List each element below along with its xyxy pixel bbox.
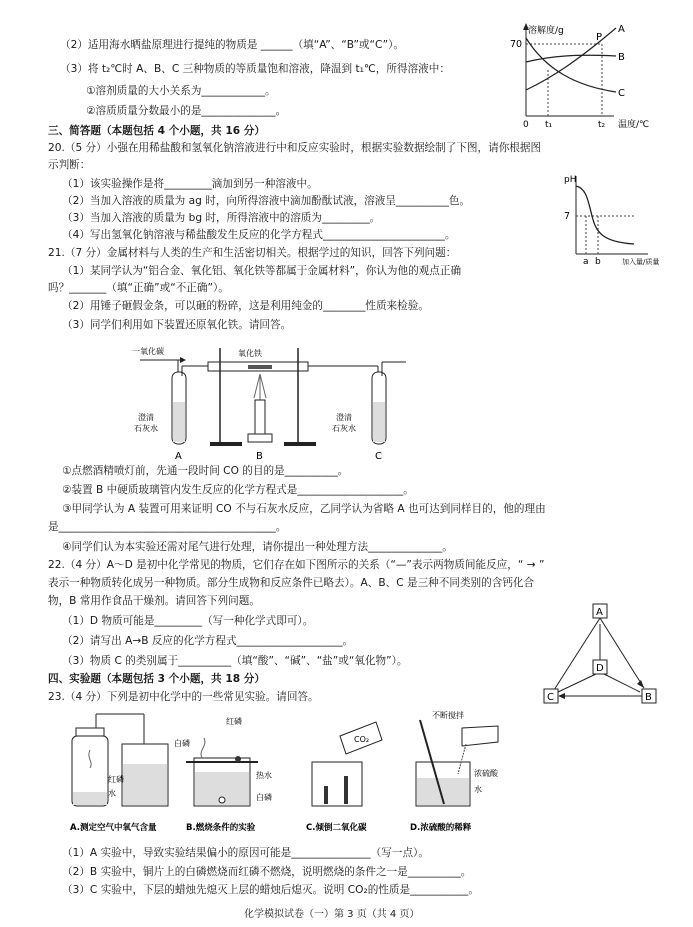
q21-3-4: ④同学们认为本实验还需对尾气进行处理，请你提出一种处理方法______________。 [62, 541, 453, 553]
x-tick-t2: t₂ [598, 120, 606, 130]
ph-xlabel: 加入量/质量 [622, 258, 660, 266]
d-water: 水 [474, 785, 482, 794]
lower-candle [324, 786, 328, 804]
limewater-label-c2: 石灰水 [332, 424, 356, 433]
q20-2: （2）当加入溶液的质量为 ag 时，向所得溶液中滴加酚酞试液，溶液呈__________色。 [62, 195, 471, 207]
q23-1: （1）A 实验中，导致实验结果偏小的原因可能是_______________（写一点）。 [62, 847, 429, 859]
x-tick-0: 0 [523, 120, 529, 130]
x-tick-t1: t₁ [545, 120, 553, 130]
underwater-phosphorus-dot [219, 797, 225, 803]
b-hot-water: 热水 [256, 771, 272, 780]
burner-base [248, 434, 272, 442]
ph-chart [556, 170, 688, 270]
limewater-label-a2: 石灰水 [134, 424, 158, 433]
q21-3-3: ③甲同学认为 A 装置可用来证明 CO 不与石灰水反应，乙同学认为省略 A 也可达到同样目的，他的理由 [62, 503, 546, 515]
q23-stem: 23.（4 分）下列是初中化学中的一些常见实验。请回答。 [48, 691, 319, 703]
section-title-4: 四、实验题（本题包括 3 个小题，共 18 分） [48, 673, 265, 685]
node-b-label: B [645, 692, 652, 703]
page-footer: 化学模拟试卷（一）第 3 页（共 4 页） [244, 909, 420, 920]
ph-tick-7: 7 [564, 211, 571, 222]
node-a-label: A [596, 607, 603, 618]
co-label: 一氧化碳 [132, 347, 164, 356]
q22-3: （3）物质 C 的类别属于__________（填“酸”、“碱”、“盐”或“氧化物”）。 [62, 655, 408, 667]
q22-stem-3: 物，B 常用作食品干燥剂。请回答下列问题。 [48, 595, 260, 607]
q19-line-2: （2）适用海水晒盐原理进行提纯的物质是 ______（填“A”、“B”或“C”）。 [60, 39, 404, 51]
a-red-phosphorus: 红磷 [108, 775, 124, 784]
q20-stem: 20.（5 分）小强在用稀盐酸和氢氧化钠溶液进行中和反应实验时，根据实验数据绘制了下图，请你根据图 [48, 142, 542, 154]
q19-sub-1: ①溶剂质量的大小关系为____________。 [86, 85, 276, 97]
iron-oxide-sample [248, 365, 272, 369]
q19-line-3: （3）将 t₂℃时 A、B、C 三种物质的等质量饱和溶液，降温到 t₁℃，所得溶液中： [60, 63, 450, 75]
experiment-a [72, 714, 168, 806]
b-white-phosphorus: 白磷 [174, 739, 190, 748]
edge-a-c [554, 618, 600, 690]
q22-1: （1）D 物质可能是_________（写一种化学式即可）。 [62, 615, 314, 627]
curve-a-label: A [618, 24, 625, 35]
inlet-arrow-icon [180, 357, 186, 363]
q20-3: （3）当加入溶液的质量为 bg 时，所得溶液中的溶质为_________。 [62, 212, 381, 224]
caption-c: C.倾倒二氧化碳 [306, 823, 367, 833]
c-co2: CO₂ [354, 735, 370, 744]
edge-d-c [558, 674, 596, 692]
ph-ylabel: pH [564, 175, 577, 185]
beaker-c [312, 762, 362, 806]
q21-1-cont: 吗？_______（填“正确”或“不正确”）。 [48, 282, 229, 294]
fe2o3-label: 氧化铁 [238, 349, 262, 358]
beaker-a-water [123, 764, 167, 805]
q19-sub-2: ②溶质质量分数最小的是______________。 [86, 105, 287, 117]
q21-2: （2）用锤子砸假金条，可以砸的粉碎，这是利用纯金的________性质来检验。 [62, 300, 429, 312]
label-b: B [256, 451, 263, 462]
q22-2: （2）请写出 A→B 反应的化学方程式____________________。 [62, 635, 354, 647]
stand-base-left [210, 442, 242, 446]
limewater-c [373, 402, 385, 442]
upper-candle [344, 776, 348, 804]
d-stir: 不断搅拌 [432, 711, 464, 720]
ph-curve [576, 186, 634, 244]
q20-1: （1）该实验操作是将_________滴加到另一种溶液中。 [62, 178, 318, 190]
y-tick-70: 70 [510, 39, 523, 50]
co-reduction-apparatus [120, 338, 420, 462]
b-underwater-white-phosphorus: 白磷 [256, 793, 272, 802]
caption-d: D.浓硫酸的稀释 [410, 823, 472, 833]
flame [254, 374, 266, 400]
q21-1: （1）某同学认为“铝合金、氧化铝、氧化铁等都属于金属材料”，你认为他的观点正确 [62, 265, 462, 277]
q22-stem-2: 表示一种物质转化成另一种物质。部分生成物和反应条件已略去）。A、B、C 是三种不同类别的含钙化合 [48, 577, 535, 589]
solubility-chart [506, 20, 686, 134]
section-title-3: 三、简答题（本题包括 4 个小题，共 16 分） [48, 125, 265, 137]
limewater-a [173, 402, 185, 442]
q21-3-3-cont: 是_________________________________________。 [48, 521, 287, 533]
experiment-b [174, 716, 272, 806]
limewater-label-c1: 澄清 [336, 413, 352, 422]
chart-xlabel: 温度/℃ [618, 120, 650, 130]
q23-2: （2）B 实验中，铜片上的白磷燃烧而红磷不燃烧，说明燃烧的条件之一是__________。 [62, 866, 472, 878]
edge-d-b [604, 674, 640, 692]
q21-stem: 21.（7 分）金属材料与人类的生产和生活密切相关。根据学过的知识，回答下列问题： [48, 247, 457, 259]
arrow-a-b-icon [637, 680, 644, 688]
q21-3-1: ①点燃酒精喷灯前，先通一段时间 CO 的目的是__________。 [62, 465, 349, 477]
edge-a-b [600, 618, 644, 688]
b-red-phosphorus: 红磷 [226, 717, 242, 726]
acid-bottle [462, 726, 498, 746]
node-c-label: C [547, 692, 554, 703]
experiment-c [312, 722, 382, 806]
alcohol-blowtorch [255, 400, 265, 434]
red-phosphorus-dot [235, 756, 241, 762]
curve-c-label: C [618, 88, 625, 99]
limewater-label-a1: 澄清 [138, 413, 154, 422]
caption-a: A.测定空气中氧气含量 [70, 823, 157, 833]
ph-tick-b: b [595, 257, 601, 267]
label-a: A [175, 451, 182, 462]
q20-stem-2: 示判断： [48, 159, 91, 171]
arrow-b-c-icon [558, 693, 565, 699]
label-c: C [375, 451, 382, 462]
jar-water [73, 792, 107, 805]
caption-b: B.燃烧条件的实验 [186, 823, 256, 833]
experiments-figure [62, 706, 532, 842]
ph-tick-a: a [583, 257, 589, 267]
d-conc-acid: 浓硫酸 [474, 769, 498, 778]
experiment-d [416, 710, 499, 806]
q20-4: （4）写出氢氧化钠溶液与稀盐酸发生反应的化学方程式_______________________。 [62, 229, 456, 241]
white-phosphorus-flame [201, 738, 205, 758]
curve-b-label: B [618, 52, 625, 63]
stand-base-right [284, 442, 316, 446]
a-water: 水 [108, 789, 116, 798]
q21-3: （3）同学们利用如下装置还原氧化铁。请回答。 [62, 319, 292, 331]
point-p-label: P [596, 32, 603, 43]
q23-3: （3）C 实验中，下层的蜡烛先熄灭上层的蜡烛后熄灭。说明 CO₂的性质是___________。 [62, 884, 479, 896]
q22-stem: 22.（4 分）A～D 是初中化学常见的物质，它们存在如下图所示的关系（“—”表示两物质间能反应，“ → ” [48, 559, 545, 571]
q21-3-2: ②装置 B 中硬质玻璃管内发生反应的化学方程式是____________________。 [62, 484, 414, 496]
node-d-label: D [596, 663, 604, 674]
relation-diagram [540, 600, 660, 710]
jar-stopper [76, 728, 104, 736]
chart-ylabel: 溶解度/g [528, 26, 564, 36]
